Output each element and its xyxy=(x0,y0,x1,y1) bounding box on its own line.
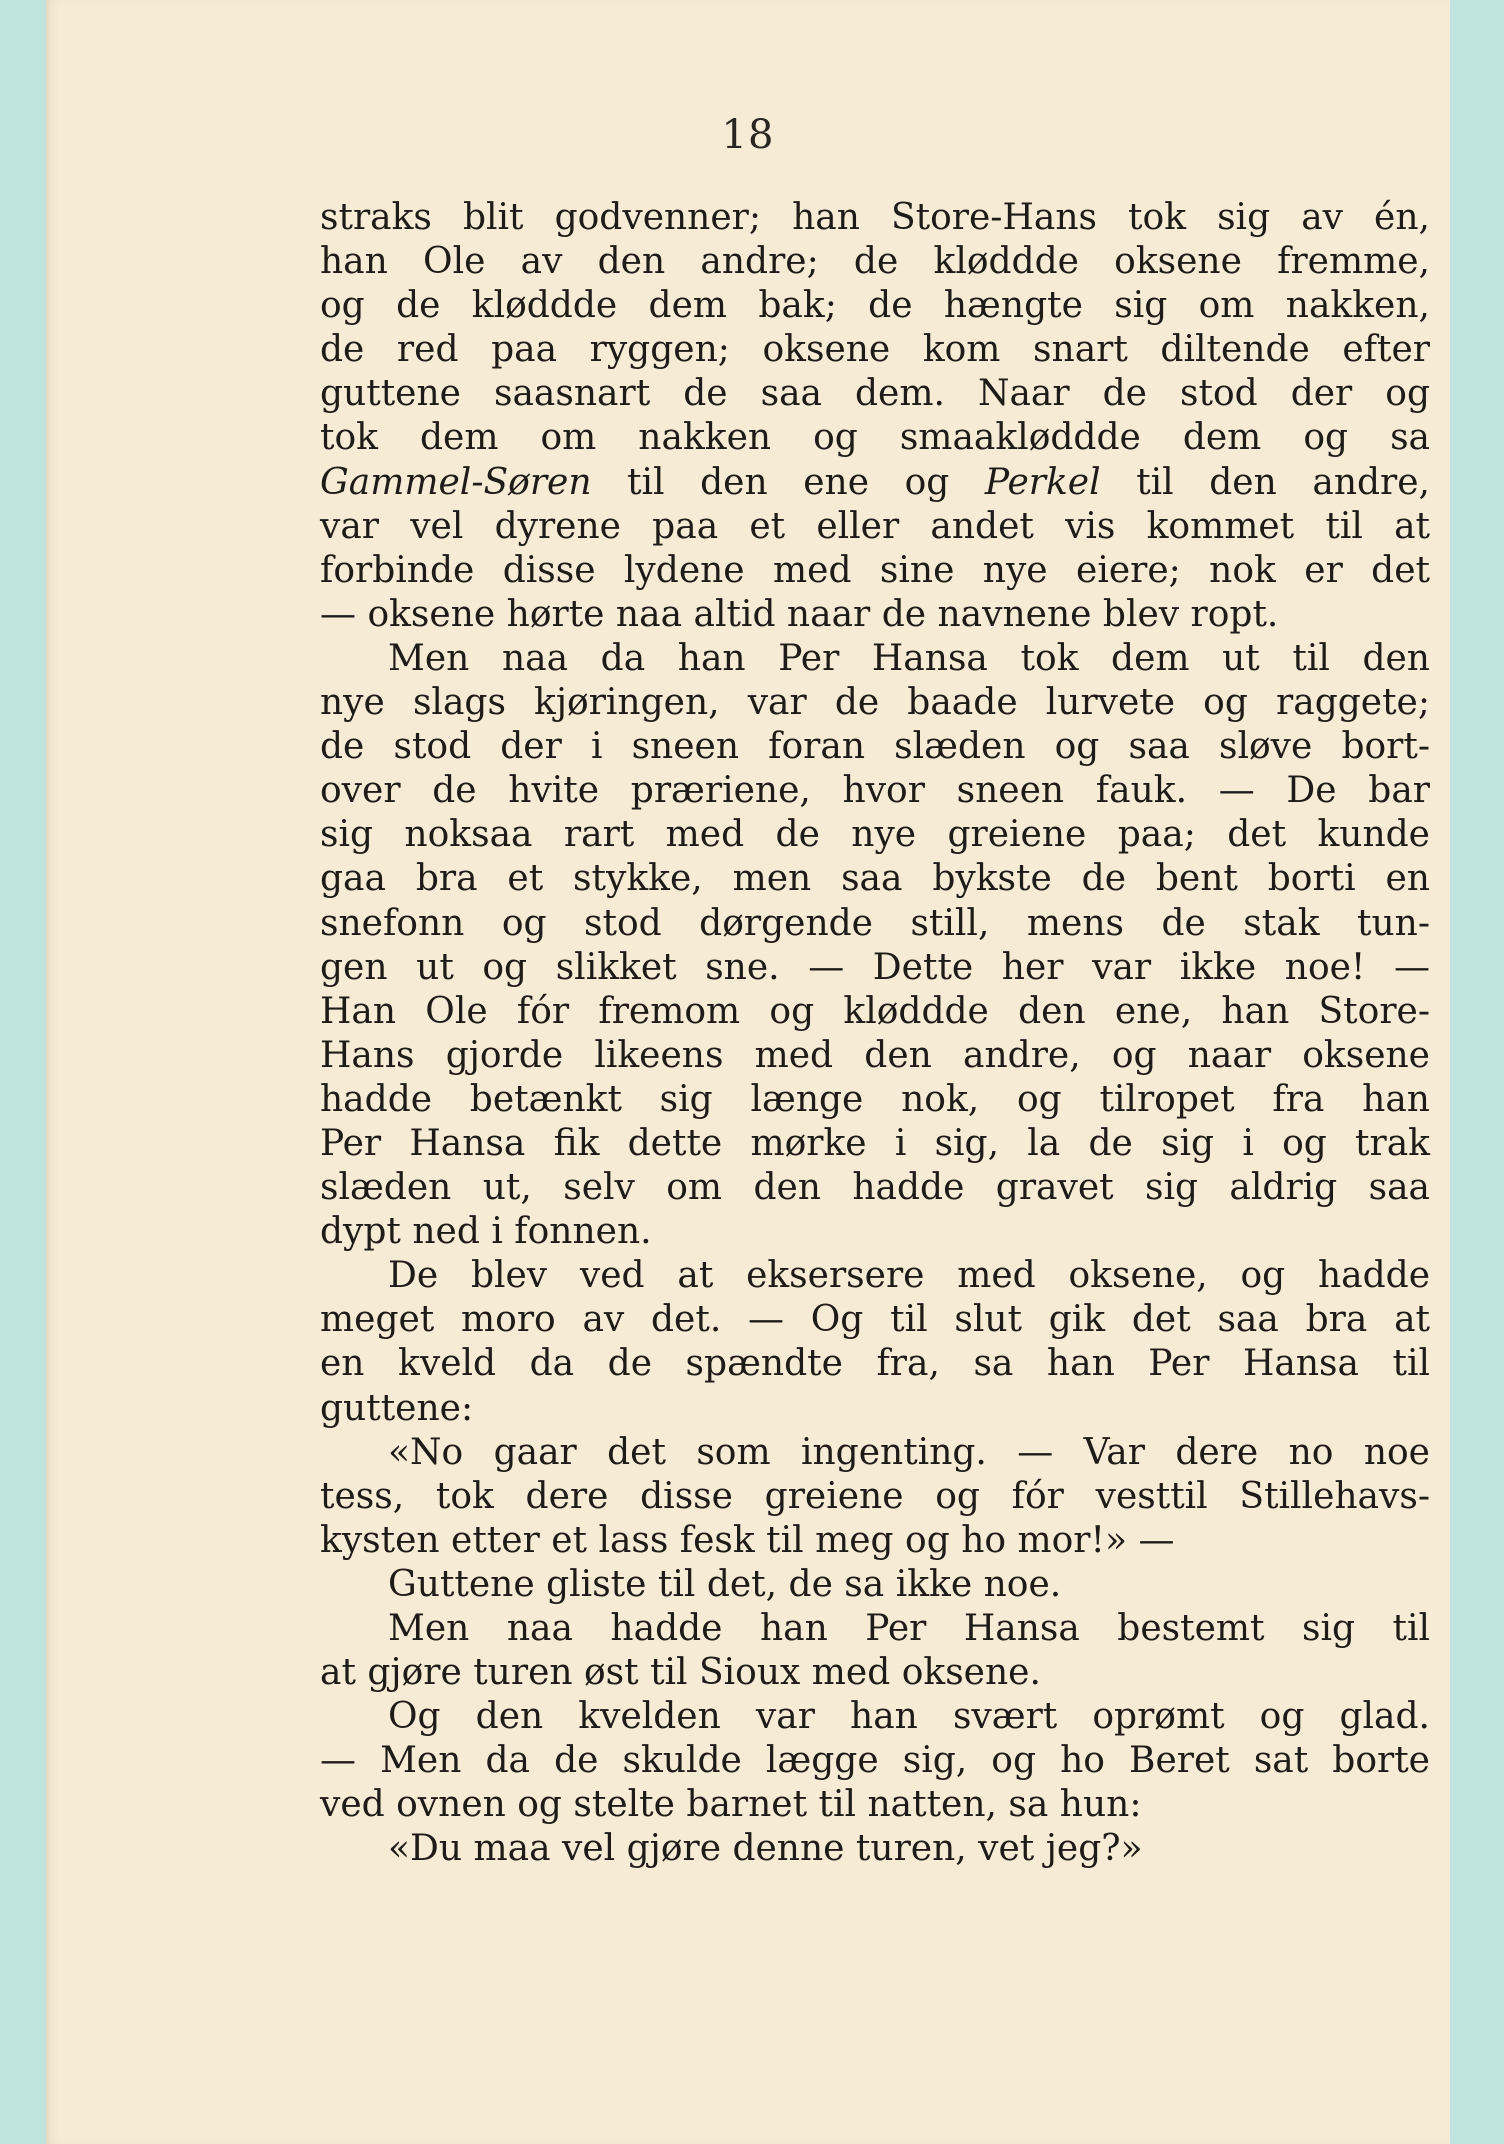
text-line: forbinde disse lydene med sine nye eiere; nok er det xyxy=(320,549,1430,591)
text-line: dypt ned i fonnen. xyxy=(320,1211,652,1253)
text-line: nye slags kjøringen, var de baade lurvete og raggete; xyxy=(320,682,1430,724)
text-line: Per Hansa fik dette mørke i sig, la de sig i og trak xyxy=(320,1122,1430,1164)
text-line: guttene: xyxy=(320,1387,474,1429)
text-line: Men naa hadde han Per Hansa bestemt sig til xyxy=(388,1608,1430,1649)
text-line: sig noksaa rart med de nye greiene paa; det kunde xyxy=(320,814,1430,856)
text-line: Gammel-Søren til den ene og Perkel til den andre, xyxy=(320,461,1431,503)
text-line: han Ole av den andre; de kløddde oksene fremme, xyxy=(320,241,1430,283)
text-line: meget moro av det. — Og til slut gik det saa bra at xyxy=(320,1299,1430,1341)
text-line: guttene saasnart de saa dem. Naar de stod der og xyxy=(320,373,1430,415)
text-line: snefonn og stod dørgende still, mens de stak tun- xyxy=(320,902,1430,944)
text-line: — oksene hørte naa altid naar de navnene blev ropt. xyxy=(320,593,1279,635)
text-line: — Men da de skulde lægge sig, og ho Beret sat borte xyxy=(320,1740,1430,1782)
body-text xyxy=(320,196,1430,1872)
text-line: og de kløddde dem bak; de hængte sig om nakken, xyxy=(320,285,1430,327)
text-line: gaa bra et stykke, men saa bykste de bent borti en xyxy=(320,858,1430,900)
text-line: gen ut og slikket sne. — Dette her var ikke noe! — xyxy=(320,946,1430,988)
text-line: hadde betænkt sig længe nok, og tilropet fra han xyxy=(320,1078,1430,1120)
text-line: «Du maa vel gjøre denne turen, vet jeg?» xyxy=(388,1828,1143,1870)
page-number: 18 xyxy=(721,112,775,158)
italic-name: Perkel xyxy=(984,461,1101,503)
text-line: slæden ut, selv om den hadde gravet sig aldrig saa xyxy=(320,1167,1430,1209)
text-line: De blev ved at eksersere med oksene, og hadde xyxy=(388,1255,1430,1297)
italic-name: Gammel-Søren xyxy=(320,461,592,503)
book-page xyxy=(46,0,1450,2144)
text-line: var vel dyrene paa et eller andet vis kommet til at xyxy=(320,505,1430,547)
text-line: de stod der i sneen foran slæden og saa sløve bort- xyxy=(320,726,1430,768)
text-line: kysten etter et lass fesk til meg og ho mor!» — xyxy=(320,1519,1175,1561)
text-line: tess, tok dere disse greiene og fór vesttil Stillehavs- xyxy=(320,1475,1430,1517)
text-line: Men naa da han Per Hansa tok dem ut til den xyxy=(388,637,1430,679)
text-line: straks blit godvenner; han Store-Hans tok sig av én, xyxy=(320,197,1430,238)
text-line: Og den kvelden var han svært oprømt og glad. xyxy=(388,1696,1430,1738)
text-line: Guttene gliste til det, de sa ikke noe. xyxy=(388,1563,1062,1605)
text-line: Han Ole fór fremom og kløddde den ene, han Store- xyxy=(320,990,1430,1032)
text-line: de red paa ryggen; oksene kom snart diltende efter xyxy=(320,329,1430,371)
text-line: en kveld da de spændte fra, sa han Per Hansa til xyxy=(320,1343,1430,1385)
text-line: Hans gjorde likeens med den andre, og naar oksene xyxy=(320,1034,1430,1076)
text-line: over de hvite præriene, hvor sneen fauk. — De bar xyxy=(320,770,1430,812)
text-line: at gjøre turen øst til Sioux med oksene. xyxy=(320,1652,1041,1694)
text-line: «No gaar det som ingenting. — Var dere no noe xyxy=(388,1431,1430,1473)
text-line: tok dem om nakken og smaakløddde dem og sa xyxy=(320,417,1430,459)
text-line: ved ovnen og stelte barnet til natten, sa hun: xyxy=(320,1784,1142,1826)
